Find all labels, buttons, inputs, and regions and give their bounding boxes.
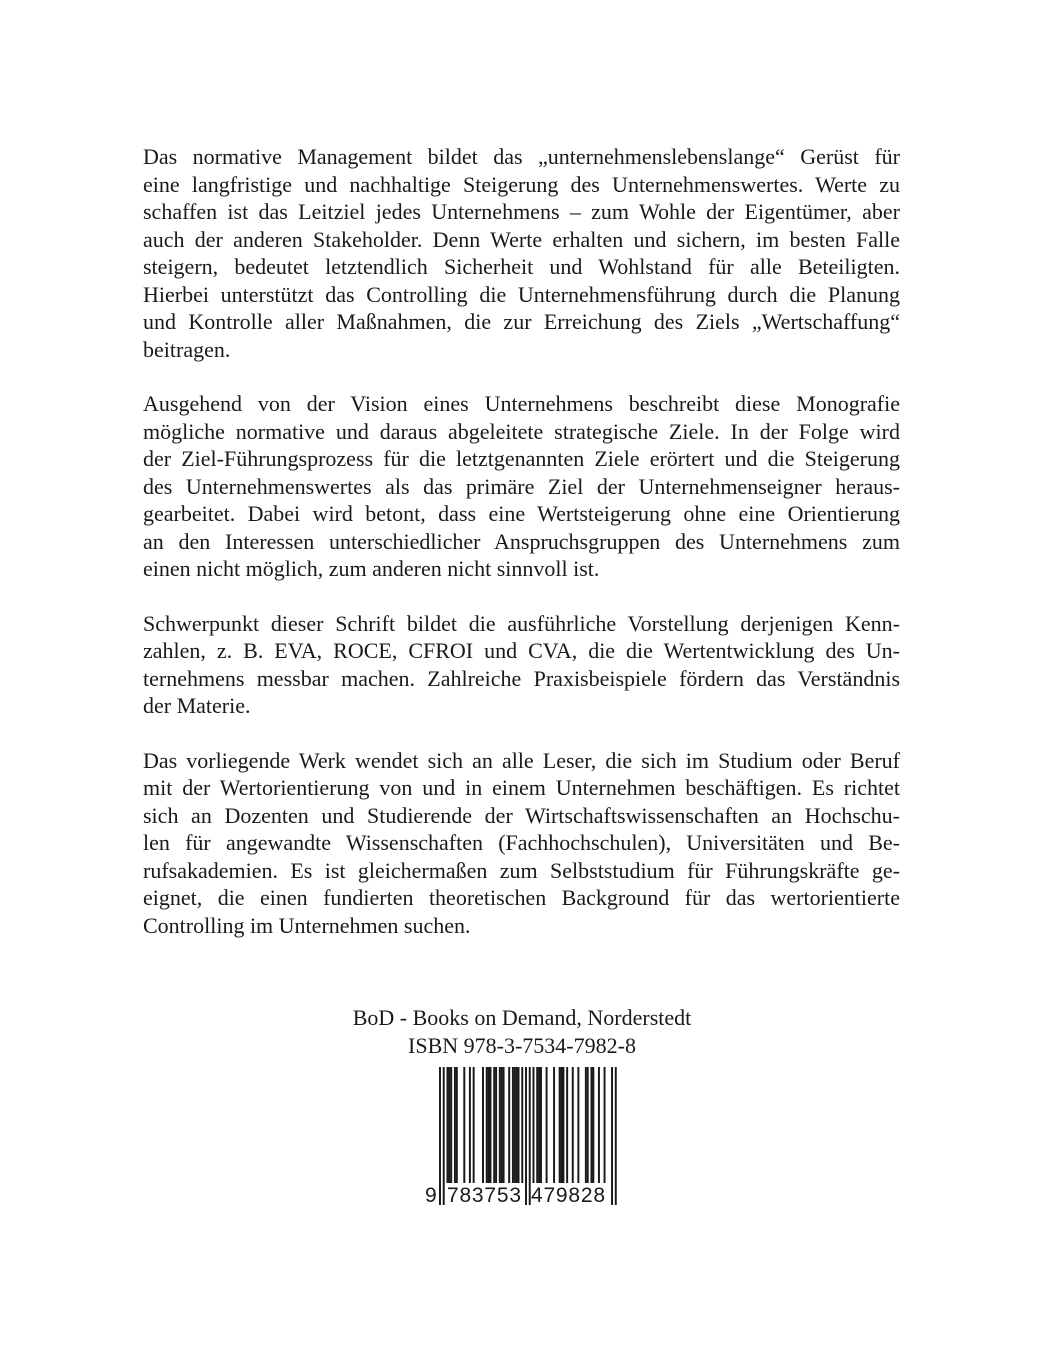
barcode-bar [482, 1067, 484, 1183]
barcode-bar [592, 1067, 594, 1183]
text-line: Das normative Management bildet das „unternehmenslebenslange“ Gerüst für [143, 144, 900, 169]
barcode-bar [473, 1067, 475, 1183]
text-line: Schwerpunkt dieser Schrift bildet die ausführliche Vorstellung derjenigen Kenn- [143, 610, 900, 636]
barcode-bar [501, 1067, 503, 1183]
publisher: BoD - Books on Demand, Norderstedt [352, 1005, 692, 1030]
paragraph [143, 390, 900, 583]
barcode-bar [559, 1067, 561, 1183]
text-line: eignet, die einen fundierten theoretischen Background für das wertorientierte [143, 885, 900, 910]
barcode-bar [566, 1067, 568, 1183]
text-line: an den Interessen unterschiedlicher Anspruchsgruppen des Unternehmens zum [143, 528, 900, 554]
barcode-bar [512, 1067, 514, 1183]
isbn-barcode [415, 1065, 625, 1210]
text-line: Controlling im Unternehmen suchen. [143, 912, 471, 938]
isbn: ISBN 978-3-7534-7982-8 [408, 1033, 636, 1058]
text-line: Hierbei unterstützt das Controlling die Unternehmensführung durch die Planung [143, 281, 900, 307]
barcode-digits-right: 479828 [531, 1184, 605, 1207]
barcode-bar [450, 1067, 452, 1183]
text-line: und Kontrolle aller Maßnahmen, die zur Erreichung des Ziels „Wertschaffung“ [143, 309, 900, 334]
barcode-bar [598, 1067, 600, 1183]
paragraph [143, 747, 900, 940]
barcode-bar [518, 1067, 520, 1183]
barcode-bar [448, 1067, 450, 1183]
paragraph [143, 143, 900, 363]
text-line: len für angewandte Wissenschaften (Fachhochschulen), Universitäten und Be- [143, 830, 900, 855]
barcode-bar [443, 1067, 445, 1205]
barcode-bar [525, 1067, 527, 1205]
text-line: schaffen ist das Leitziel jedes Unternehmens – zum Wohle der Eigentümer, aber [143, 199, 900, 224]
barcode-bar [463, 1067, 465, 1183]
barcode-digits-left: 783753 [447, 1184, 521, 1207]
barcode-bar [553, 1067, 555, 1183]
barcode-bar [538, 1067, 540, 1183]
barcode-bar [508, 1067, 510, 1183]
barcode-bar [587, 1067, 589, 1183]
barcode-bar [499, 1067, 501, 1183]
text-line: rufsakademien. Es ist gleichermaßen zum Selbststudium für Führungskräfte ge- [143, 857, 900, 883]
barcode-bar [562, 1067, 564, 1183]
barcode-bar [572, 1067, 574, 1183]
barcode-bar [469, 1067, 471, 1183]
barcode-bar [488, 1067, 490, 1183]
text-line: steigern, bedeutet letztendlich Sicherheit und Wohlstand für alle Beteiligten. [143, 254, 900, 279]
barcode-bar [577, 1067, 579, 1183]
text-line: Ausgehend von der Vision eines Unternehmens beschreibt diese Monografie [143, 391, 900, 416]
barcode-digit-first: 9 [425, 1184, 437, 1207]
barcode-bar [611, 1067, 613, 1205]
text-line: zahlen, z. B. EVA, ROCE, CFROI und CVA, die die Wertentwicklung des Un- [143, 638, 900, 663]
barcode-bar [546, 1067, 548, 1183]
text-line: ternehmens messbar machen. Zahlreiche Praxisbeispiele fördern das Verständnis [143, 665, 900, 691]
barcode-bar [533, 1067, 535, 1183]
barcode-bar [604, 1067, 606, 1183]
text-line: eine langfristige und nachhaltige Steigerung des Unternehmenswertes. Werte zu [143, 171, 900, 197]
barcode-bar [446, 1067, 448, 1183]
text-line: beitragen. [143, 336, 231, 362]
barcode-bar [521, 1067, 523, 1183]
barcode-bar [493, 1067, 495, 1183]
barcode-bar [540, 1067, 542, 1183]
text-line: mit der Wertorientierung von und in einem Unternehmen beschäftigen. Es richtet [143, 775, 900, 800]
barcode-bar [439, 1067, 441, 1205]
barcode-bar [456, 1067, 458, 1183]
barcode-bar [561, 1067, 563, 1183]
blurb-text [143, 143, 900, 966]
barcode-bar [514, 1067, 516, 1183]
text-line: des Unternehmenswertes als das primäre Ziel der Unternehmenseigner heraus- [143, 473, 900, 499]
barcode-bar [495, 1067, 497, 1183]
barcode-bar [503, 1067, 505, 1183]
barcode-bar [516, 1067, 518, 1183]
barcode-bar [489, 1067, 491, 1183]
barcode-bar [585, 1067, 587, 1183]
text-line: einen nicht möglich, zum anderen nicht sinnvoll ist. [143, 556, 600, 581]
text-line: auch der anderen Stakeholder. Denn Werte erhalten und sichern, im besten Falle [143, 226, 900, 252]
barcode-bar [615, 1067, 617, 1205]
text-line: Das vorliegende Werk wendet sich an alle Leser, die sich im Studium oder Beruf [143, 747, 900, 773]
text-line: der Ziel-Führungsprozess für die letztgenannten Ziele erörtert und die Steigerung [143, 446, 900, 471]
text-line: der Materie. [143, 693, 251, 718]
barcode-bar [536, 1067, 538, 1183]
paragraph [143, 610, 900, 720]
barcode-bar [486, 1067, 488, 1183]
text-line: gearbeitet. Dabei wird betont, dass eine Wertsteigerung ohne eine Orientierung [143, 501, 900, 526]
text-line: sich an Dozenten und Studierende der Wirtschaftswissenschaften an Hochschu- [143, 802, 900, 828]
text-line: mögliche normative und daraus abgeleitete strategische Ziele. In der Folge wird [143, 418, 900, 444]
barcode-bar [590, 1067, 592, 1183]
barcode-bar [454, 1067, 456, 1183]
